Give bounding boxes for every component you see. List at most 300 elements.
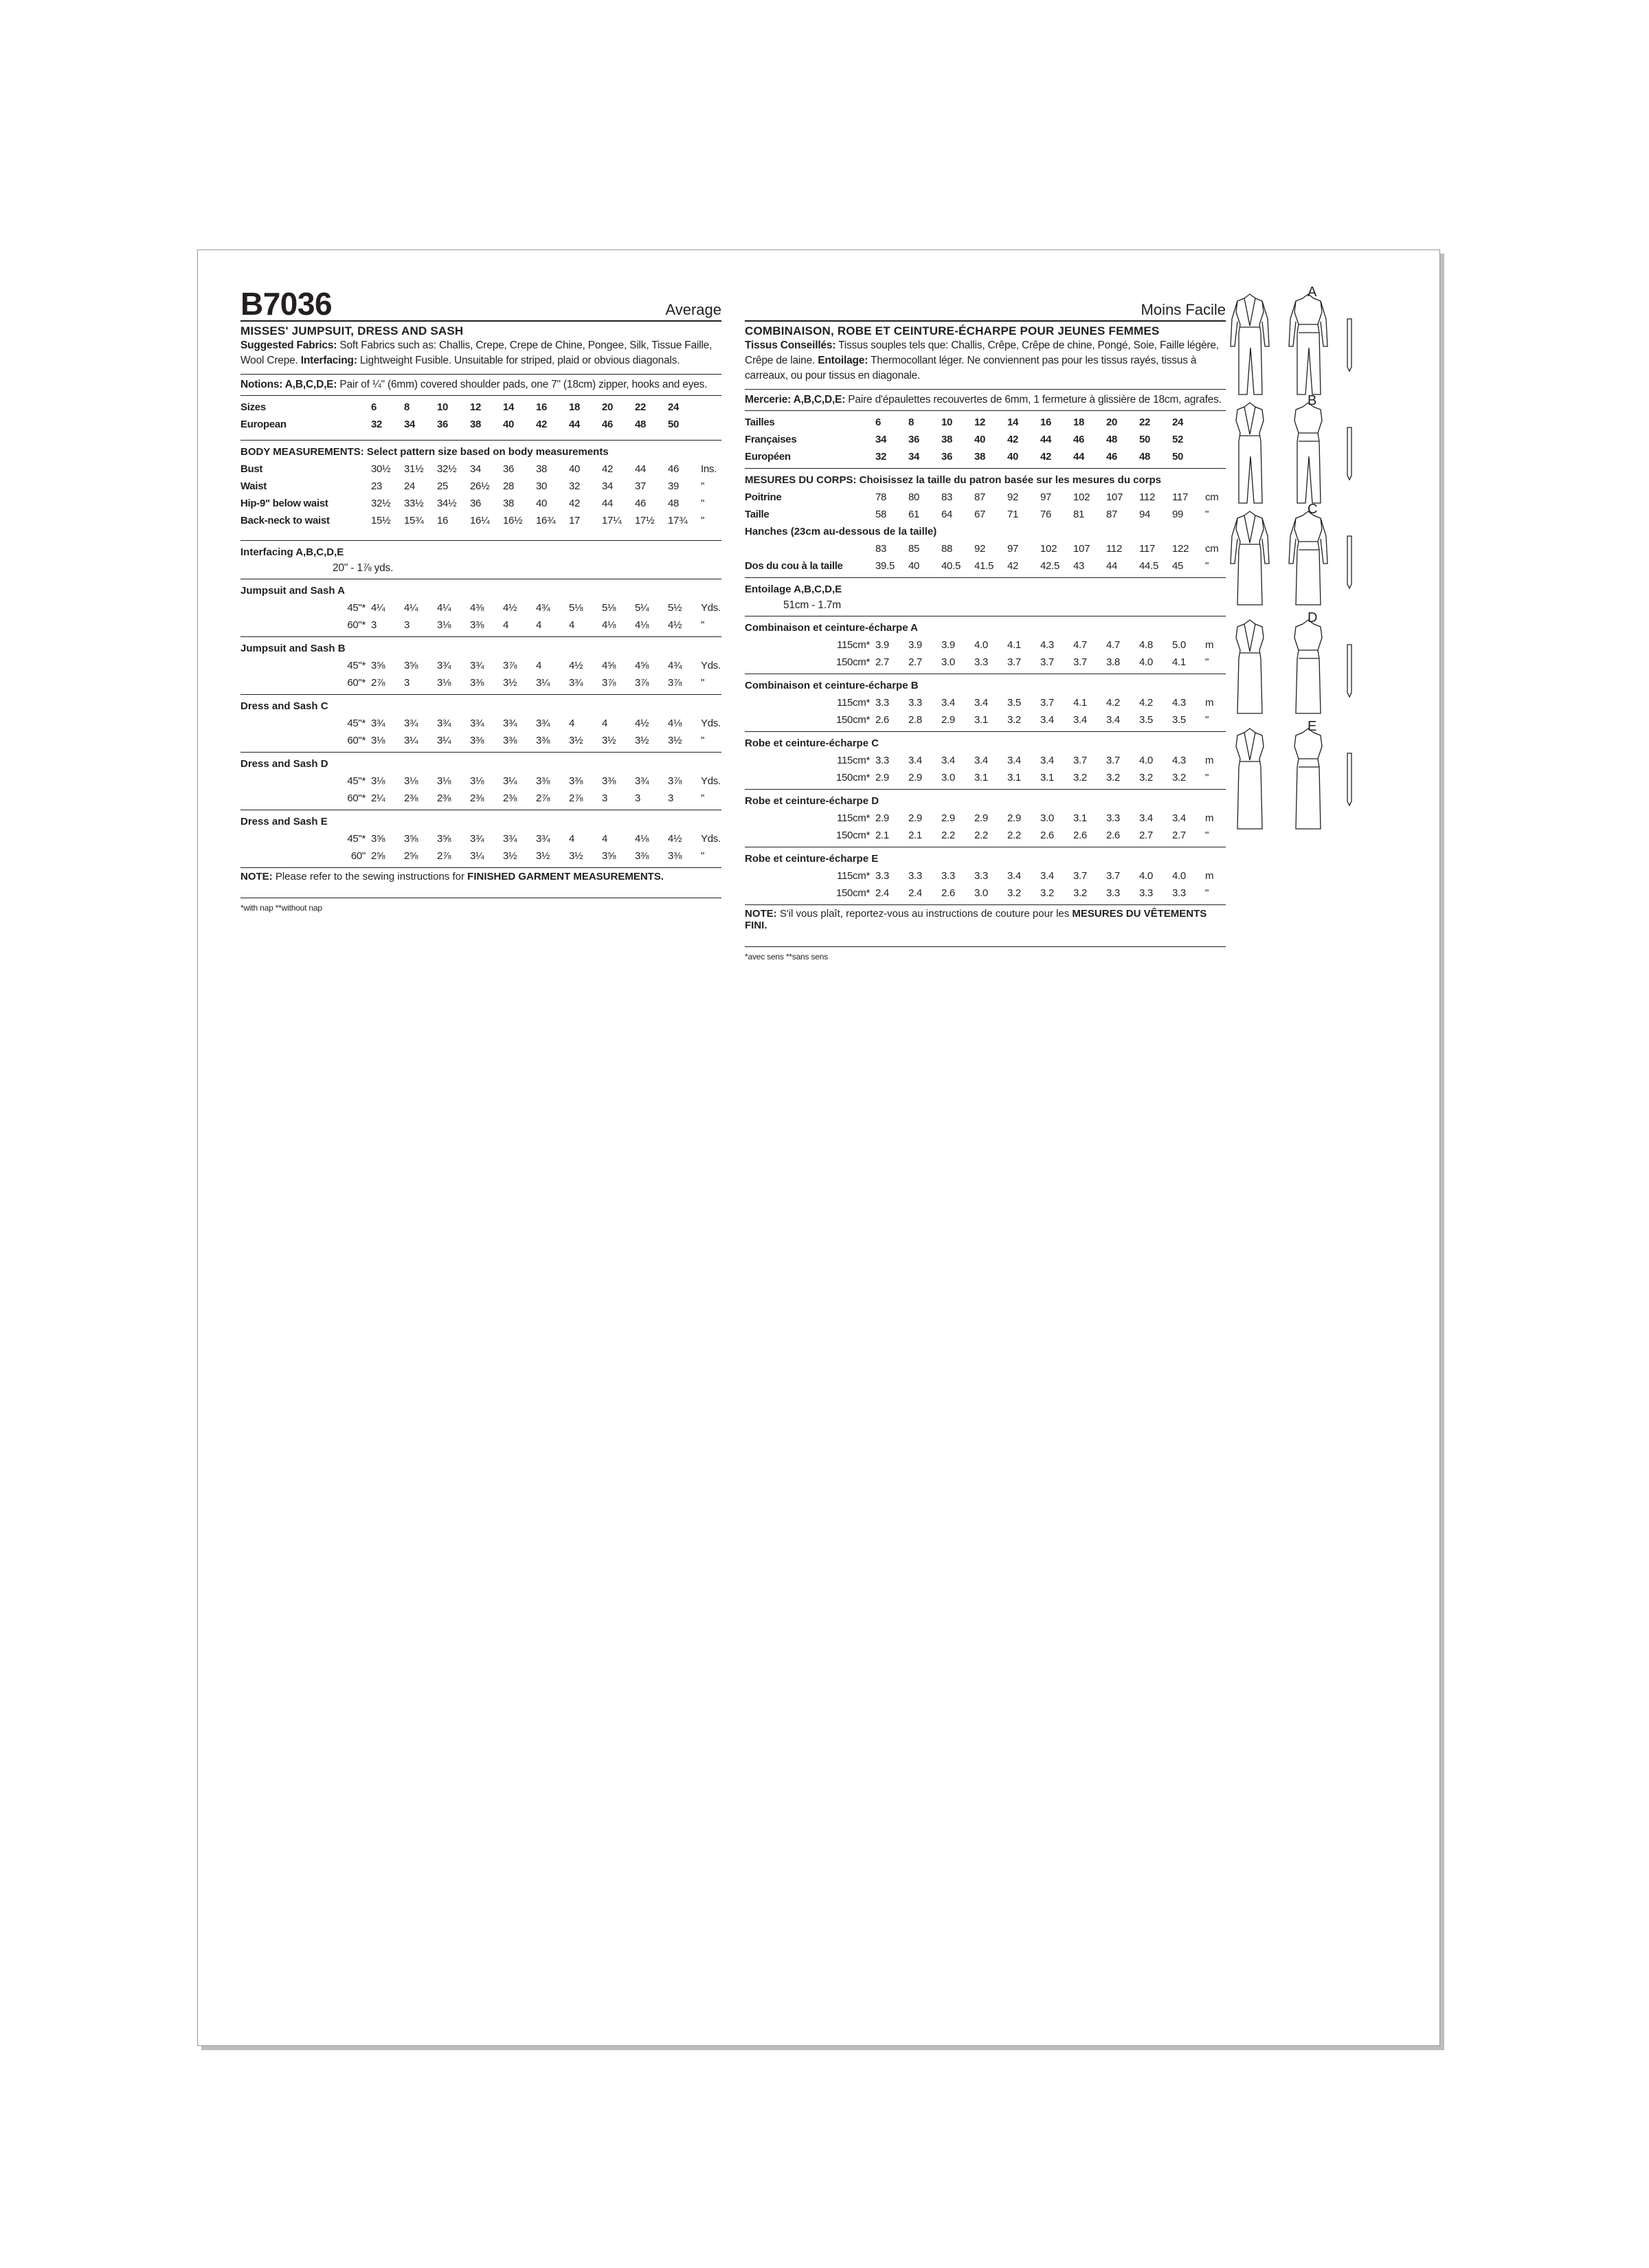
- table-cell: 3½: [602, 735, 616, 746]
- table-cell: 16: [536, 401, 548, 413]
- table-cell: 3¼: [470, 850, 484, 862]
- unit-cell: Yds.: [701, 718, 721, 729]
- table-cell: 3.3: [974, 656, 988, 668]
- table-cell: 34½: [437, 498, 457, 509]
- table-cell: 2.8: [908, 714, 922, 726]
- table-cell: 36: [503, 463, 515, 475]
- table-cell: 3⅜: [536, 735, 550, 746]
- pattern-back-sheet: [197, 249, 1440, 2046]
- unit-cell: m: [1205, 697, 1214, 709]
- table-row: [240, 460, 728, 478]
- table-cell: 16¾: [536, 515, 556, 526]
- table-cell: 3.7: [1040, 656, 1054, 668]
- fabrics-label: Tissus Conseillés:: [745, 340, 836, 351]
- table-cell: 3.2: [1139, 772, 1153, 783]
- note-bold: MESURES DU VÊTEMENTS FINI.: [745, 908, 1207, 931]
- table-cell: 4.3: [1040, 639, 1054, 651]
- table-row: [745, 711, 1233, 729]
- table-cell: 92: [1007, 491, 1019, 503]
- fabric-suggestions: [745, 338, 1226, 383]
- fabric-table: [745, 752, 1233, 786]
- row-label: [745, 694, 793, 711]
- front-wrap-lines: [1240, 624, 1259, 653]
- row-label: 150cm*: [835, 887, 870, 899]
- row-label: [240, 772, 289, 790]
- table-cell: 3⅞: [668, 677, 682, 689]
- table-row: [745, 867, 1233, 885]
- table-cell: 34: [908, 451, 920, 463]
- unit-cell: m: [1205, 755, 1214, 766]
- english-header: [240, 286, 721, 322]
- table-cell: 40: [1007, 451, 1019, 463]
- row-label: [240, 790, 289, 807]
- table-cell: 2⅞: [536, 792, 550, 804]
- table-cell: 97: [1040, 491, 1052, 503]
- table-cell: 3½: [635, 735, 649, 746]
- table-cell: 12: [470, 401, 482, 413]
- french-header: [745, 286, 1226, 322]
- table-row: [240, 495, 728, 512]
- table-cell: 3.9: [908, 639, 922, 651]
- fabric-table: [745, 810, 1233, 844]
- body-measurements-table: [745, 489, 1233, 523]
- fabric-table: [240, 772, 728, 807]
- table-cell: 4: [602, 833, 608, 845]
- table-row: [240, 790, 728, 807]
- table-cell: 117: [1139, 543, 1156, 555]
- table-cell: 3½: [569, 735, 583, 746]
- sizes-table: [745, 414, 1233, 465]
- table-cell: 38: [470, 419, 482, 430]
- table-cell: 3.3: [1139, 887, 1153, 899]
- table-cell: 36: [941, 451, 953, 463]
- table-cell: 42: [602, 463, 614, 475]
- fabric-section-title: Combinaison et ceinture-écharpe B: [745, 680, 919, 691]
- body-measurements-table: [240, 460, 728, 529]
- table-cell: 3.4: [1040, 870, 1054, 882]
- unit-cell: ": [701, 735, 705, 746]
- table-cell: 24: [1172, 416, 1184, 428]
- fabric-table: [240, 599, 728, 634]
- garment-outline: [1236, 620, 1264, 713]
- table-cell: 2.9: [908, 772, 922, 783]
- table-cell: 44: [1040, 434, 1052, 445]
- note-label: NOTE:: [745, 908, 777, 920]
- table-row: [745, 827, 1233, 844]
- table-cell: 46: [1073, 434, 1085, 445]
- garment-outline: [1236, 403, 1264, 503]
- table-cell: 3.9: [875, 639, 889, 651]
- unit-cell: ": [701, 792, 705, 804]
- table-cell: 42.5: [1040, 560, 1059, 572]
- table-cell: 40: [503, 419, 515, 430]
- table-cell: 67: [974, 509, 986, 520]
- table-cell: 64: [941, 509, 953, 520]
- table-cell: 3¾: [635, 775, 649, 787]
- table-cell: 3¼: [437, 735, 451, 746]
- table-cell: 3⅜: [503, 735, 517, 746]
- interfacing-section-value: 20" - 1⅞ yds.: [333, 562, 394, 574]
- table-cell: 18: [569, 401, 581, 413]
- table-row: [745, 506, 1233, 523]
- table-cell: 2.1: [875, 830, 889, 841]
- table-cell: 24: [668, 401, 680, 413]
- table-cell: 4.1: [1172, 656, 1186, 668]
- table-cell: 2⅜: [470, 792, 484, 804]
- view-label: D: [1308, 610, 1318, 625]
- table-cell: 4.8: [1139, 639, 1153, 651]
- notions-label: Notions: A,B,C,D,E:: [240, 379, 337, 390]
- row-label: Françaises: [745, 434, 797, 445]
- unit-cell: ": [701, 619, 705, 631]
- table-cell: 58: [875, 509, 887, 520]
- sash-drawing: [1347, 645, 1351, 697]
- table-cell: 3: [404, 677, 410, 689]
- table-cell: 2¼: [371, 792, 385, 804]
- table-cell: 17½: [635, 515, 655, 526]
- table-cell: 87: [974, 491, 986, 503]
- row-label: European: [240, 419, 287, 430]
- row-label: [240, 847, 289, 865]
- table-cell: 4.0: [1139, 656, 1153, 668]
- table-row: [745, 769, 1233, 786]
- unit-cell: Yds.: [701, 833, 721, 845]
- table-cell: 3.3: [974, 870, 988, 882]
- fabric-table: [745, 636, 1233, 671]
- interfacing-text: Thermocollant léger. Ne conviennent pas pour les tissus rayés, tissus à carreaux, ou pour tissus en diagonale.: [745, 355, 1197, 381]
- row-label: 45"*: [347, 833, 366, 845]
- table-cell: 8: [908, 416, 915, 428]
- table-cell: 4½: [569, 660, 583, 671]
- table-cell: 46: [602, 419, 614, 430]
- table-cell: 44.5: [1139, 560, 1158, 572]
- unit-cell: ": [701, 850, 705, 862]
- table-cell: 3⅝: [404, 660, 418, 671]
- divider: [745, 789, 1226, 790]
- unit-cell: [701, 416, 728, 433]
- table-cell: 3½: [536, 850, 550, 862]
- unit-cell: [701, 399, 728, 416]
- table-cell: 3.3: [941, 870, 955, 882]
- divider: [745, 731, 1226, 732]
- table-cell: 3.0: [1040, 812, 1054, 824]
- fabric-section-title: Dress and Sash C: [240, 700, 328, 712]
- table-cell: 25: [437, 480, 449, 492]
- row-label: 60"*: [347, 619, 366, 631]
- table-cell: 32½: [371, 498, 391, 509]
- unit-cell: cm: [1205, 543, 1219, 555]
- table-cell: 3.4: [974, 755, 988, 766]
- table-cell: 42: [536, 419, 548, 430]
- table-cell: 3.2: [1172, 772, 1186, 783]
- divider: [240, 694, 721, 695]
- unit-cell: ": [1205, 714, 1209, 726]
- table-cell: 15¾: [404, 515, 424, 526]
- table-cell: 3.7: [1073, 656, 1087, 668]
- unit-cell: cm: [1205, 491, 1219, 503]
- table-cell: 34: [404, 419, 416, 430]
- table-cell: 31½: [404, 463, 424, 475]
- front-wrap-lines: [1240, 298, 1259, 327]
- table-cell: 3.4: [1007, 870, 1021, 882]
- table-cell: 88: [941, 543, 953, 555]
- table-cell: 3.3: [1106, 887, 1120, 899]
- table-cell: 117: [1172, 491, 1189, 503]
- divider: [240, 867, 721, 868]
- hips-table: [745, 540, 1233, 575]
- row-label: 115cm*: [837, 697, 870, 709]
- garment-outline: [1236, 511, 1264, 605]
- table-cell: 34: [602, 480, 614, 492]
- view-label: E: [1308, 719, 1317, 734]
- row-label: [240, 715, 289, 732]
- table-cell: 14: [503, 401, 515, 413]
- table-cell: 42: [1007, 560, 1019, 572]
- table-cell: 85: [908, 543, 920, 555]
- table-cell: 78: [875, 491, 887, 503]
- table-cell: 44: [635, 463, 647, 475]
- garment-outline: [1294, 620, 1322, 713]
- divider: [745, 904, 1226, 905]
- table-cell: 3⅝: [437, 833, 451, 845]
- row-label: Tailles: [745, 416, 775, 428]
- table-cell: 4.7: [1073, 639, 1087, 651]
- garment-outline: [1236, 729, 1264, 829]
- fabric-table: [240, 830, 728, 865]
- table-cell: 3¾: [437, 660, 451, 671]
- garment-drawing: [1211, 400, 1376, 509]
- sash-drawing: [1347, 753, 1351, 805]
- fabrics-label: Suggested Fabrics:: [240, 340, 337, 351]
- view-label: C: [1308, 502, 1318, 517]
- note-label: NOTE:: [240, 871, 273, 882]
- table-cell: 34: [875, 434, 887, 445]
- table-cell: 44: [602, 498, 614, 509]
- table-cell: 22: [635, 401, 647, 413]
- unit-cell: Yds.: [701, 660, 721, 671]
- row-label: [240, 657, 289, 674]
- row-label: 60"*: [347, 677, 366, 689]
- table-cell: 2.6: [1106, 830, 1120, 841]
- unit-cell: m: [1205, 812, 1214, 824]
- fabric-table: [240, 715, 728, 749]
- table-cell: 2.7: [908, 656, 922, 668]
- table-cell: 3.3: [908, 697, 922, 709]
- row-label: [745, 540, 875, 557]
- table-cell: 83: [875, 543, 887, 555]
- unit-cell: ": [701, 480, 705, 492]
- table-cell: 3.2: [1073, 772, 1087, 783]
- unit-cell: ": [1205, 656, 1209, 668]
- table-cell: 71: [1007, 509, 1019, 520]
- table-cell: 3¼: [404, 735, 418, 746]
- table-cell: 3.0: [941, 656, 955, 668]
- table-cell: 4¾: [536, 602, 550, 614]
- table-cell: 3.1: [974, 772, 988, 783]
- table-cell: 43: [1073, 560, 1085, 572]
- table-cell: 3⅞: [602, 677, 616, 689]
- table-cell: 3.2: [1106, 772, 1120, 783]
- table-row: [240, 830, 728, 847]
- table-cell: 48: [1106, 434, 1118, 445]
- table-cell: 32: [875, 451, 887, 463]
- table-cell: 17: [569, 515, 581, 526]
- table-cell: 5¼: [635, 602, 649, 614]
- fabric-table: [745, 694, 1233, 729]
- sash-drawing: [1347, 427, 1351, 480]
- table-cell: 39.5: [875, 560, 895, 572]
- table-cell: 3⅞: [635, 677, 649, 689]
- table-cell: 18: [1073, 416, 1085, 428]
- table-cell: 3⅜: [536, 775, 550, 787]
- english-column: [240, 286, 721, 913]
- table-cell: 3.4: [908, 755, 922, 766]
- french-column: [745, 286, 1226, 961]
- table-cell: 3⅝: [371, 660, 385, 671]
- table-cell: 3⅜: [470, 677, 484, 689]
- table-cell: 50: [1139, 434, 1151, 445]
- table-cell: 2.7: [1139, 830, 1153, 841]
- table-cell: 3⅞: [668, 775, 682, 787]
- table-cell: 92: [974, 543, 986, 555]
- table-cell: 39: [668, 480, 680, 492]
- table-cell: 46: [635, 498, 647, 509]
- table-cell: 4: [602, 718, 608, 729]
- table-cell: 5⅛: [602, 602, 616, 614]
- unit-cell: Yds.: [701, 775, 721, 787]
- divider: [240, 636, 721, 637]
- table-cell: 32: [371, 419, 383, 430]
- table-cell: 2.4: [908, 887, 922, 899]
- view-e: [1211, 719, 1431, 834]
- table-cell: 4⅛: [602, 619, 616, 631]
- row-label: [745, 885, 793, 902]
- view-b: [1211, 393, 1431, 509]
- table-cell: 3.7: [1040, 697, 1054, 709]
- body-measurements-title: MESURES DU CORPS: Choisissez la taille du patron basée sur les mesures du corps: [745, 474, 1162, 486]
- front-wrap-lines: [1240, 515, 1259, 544]
- table-cell: 3⅛: [371, 775, 385, 787]
- table-cell: 30½: [371, 463, 391, 475]
- table-cell: 83: [941, 491, 953, 503]
- unit-cell: ": [1205, 560, 1209, 572]
- table-cell: 37: [635, 480, 647, 492]
- table-row: [240, 512, 728, 529]
- table-cell: 23: [371, 480, 383, 492]
- notions-text: Paire d'épaulettes recouvertes de 6mm, 1 fermeture à glissière de 18cm, agrafes.: [845, 394, 1222, 405]
- table-cell: 4: [536, 660, 542, 671]
- row-label: Sizes: [240, 401, 266, 413]
- table-cell: 3.5: [1007, 697, 1021, 709]
- table-cell: 22: [1139, 416, 1151, 428]
- garment-outline: [1236, 294, 1264, 394]
- table-cell: 2.4: [875, 887, 889, 899]
- table-cell: 8: [404, 401, 410, 413]
- table-cell: 40.5: [941, 560, 961, 572]
- table-cell: 4⅜: [470, 602, 484, 614]
- row-label: 150cm*: [835, 656, 870, 668]
- table-cell: 3.7: [1073, 755, 1087, 766]
- table-cell: 36: [470, 498, 482, 509]
- view-a: [1211, 285, 1431, 400]
- table-cell: 36: [437, 419, 449, 430]
- fabric-section-title: Robe et ceinture-écharpe C: [745, 737, 879, 749]
- row-label: 60": [350, 850, 366, 862]
- interfacing-label: Interfacing:: [300, 355, 357, 366]
- table-cell: 14: [1007, 416, 1019, 428]
- table-row: [745, 654, 1233, 671]
- garment-outline: [1294, 511, 1322, 605]
- table-cell: 3: [371, 619, 377, 631]
- table-cell: 48: [668, 498, 680, 509]
- unit-cell: ": [1205, 887, 1209, 899]
- table-cell: 42: [569, 498, 581, 509]
- table-cell: 3⅜: [668, 850, 682, 862]
- table-cell: 3.3: [908, 870, 922, 882]
- table-cell: 3.7: [1106, 755, 1120, 766]
- table-cell: 3⅜: [470, 735, 484, 746]
- table-cell: 3⅛: [404, 775, 418, 787]
- table-cell: 3.4: [1106, 714, 1120, 726]
- table-cell: 32: [569, 480, 581, 492]
- table-row: [240, 732, 728, 749]
- table-row: [240, 847, 728, 865]
- table-cell: 4.1: [1073, 697, 1087, 709]
- row-label: Taille: [745, 509, 770, 520]
- table-cell: 3.1: [974, 714, 988, 726]
- table-cell: 28: [503, 480, 515, 492]
- pattern-title: MISSES' JUMPSUIT, DRESS AND SASH: [240, 324, 464, 337]
- table-cell: 52: [1172, 434, 1184, 445]
- front-wrap-lines: [1240, 733, 1259, 761]
- table-cell: 2.9: [974, 812, 988, 824]
- row-label: [745, 867, 793, 885]
- table-cell: 44: [569, 419, 581, 430]
- back-seam-lines: [1299, 650, 1319, 658]
- table-cell: 3⅝: [404, 833, 418, 845]
- row-label: [240, 674, 289, 691]
- table-cell: 3.4: [941, 697, 955, 709]
- table-cell: 3.4: [1172, 812, 1186, 824]
- table-cell: 3.2: [1007, 714, 1021, 726]
- table-cell: 81: [1073, 509, 1085, 520]
- table-row: [240, 657, 728, 674]
- table-cell: 3: [668, 792, 674, 804]
- sash-drawing: [1347, 319, 1351, 371]
- note: [745, 908, 1226, 931]
- table-cell: 4⅝: [635, 660, 649, 671]
- table-cell: 3¾: [404, 718, 418, 729]
- table-cell: 3⅜: [470, 619, 484, 631]
- body-measurements-title: BODY MEASUREMENTS: Select pattern size based on body measurements: [240, 446, 609, 458]
- table-cell: 122: [1172, 543, 1189, 555]
- table-row: [745, 489, 1233, 506]
- table-cell: 2.9: [875, 812, 889, 824]
- divider: [745, 577, 1226, 578]
- table-cell: 3.4: [1139, 812, 1153, 824]
- table-cell: 4½: [668, 833, 682, 845]
- table-cell: 3⅛: [437, 775, 451, 787]
- table-cell: 3½: [668, 735, 682, 746]
- table-cell: 32½: [437, 463, 457, 475]
- fabric-requirements: [745, 616, 1226, 902]
- back-seam-lines: [1299, 759, 1319, 767]
- table-cell: 3¼: [536, 677, 550, 689]
- note-bold: FINISHED GARMENT MEASUREMENTS.: [467, 871, 664, 882]
- unit-cell: ": [701, 515, 705, 526]
- table-cell: 2⅞: [371, 677, 385, 689]
- fabric-section-title: Jumpsuit and Sash A: [240, 585, 345, 597]
